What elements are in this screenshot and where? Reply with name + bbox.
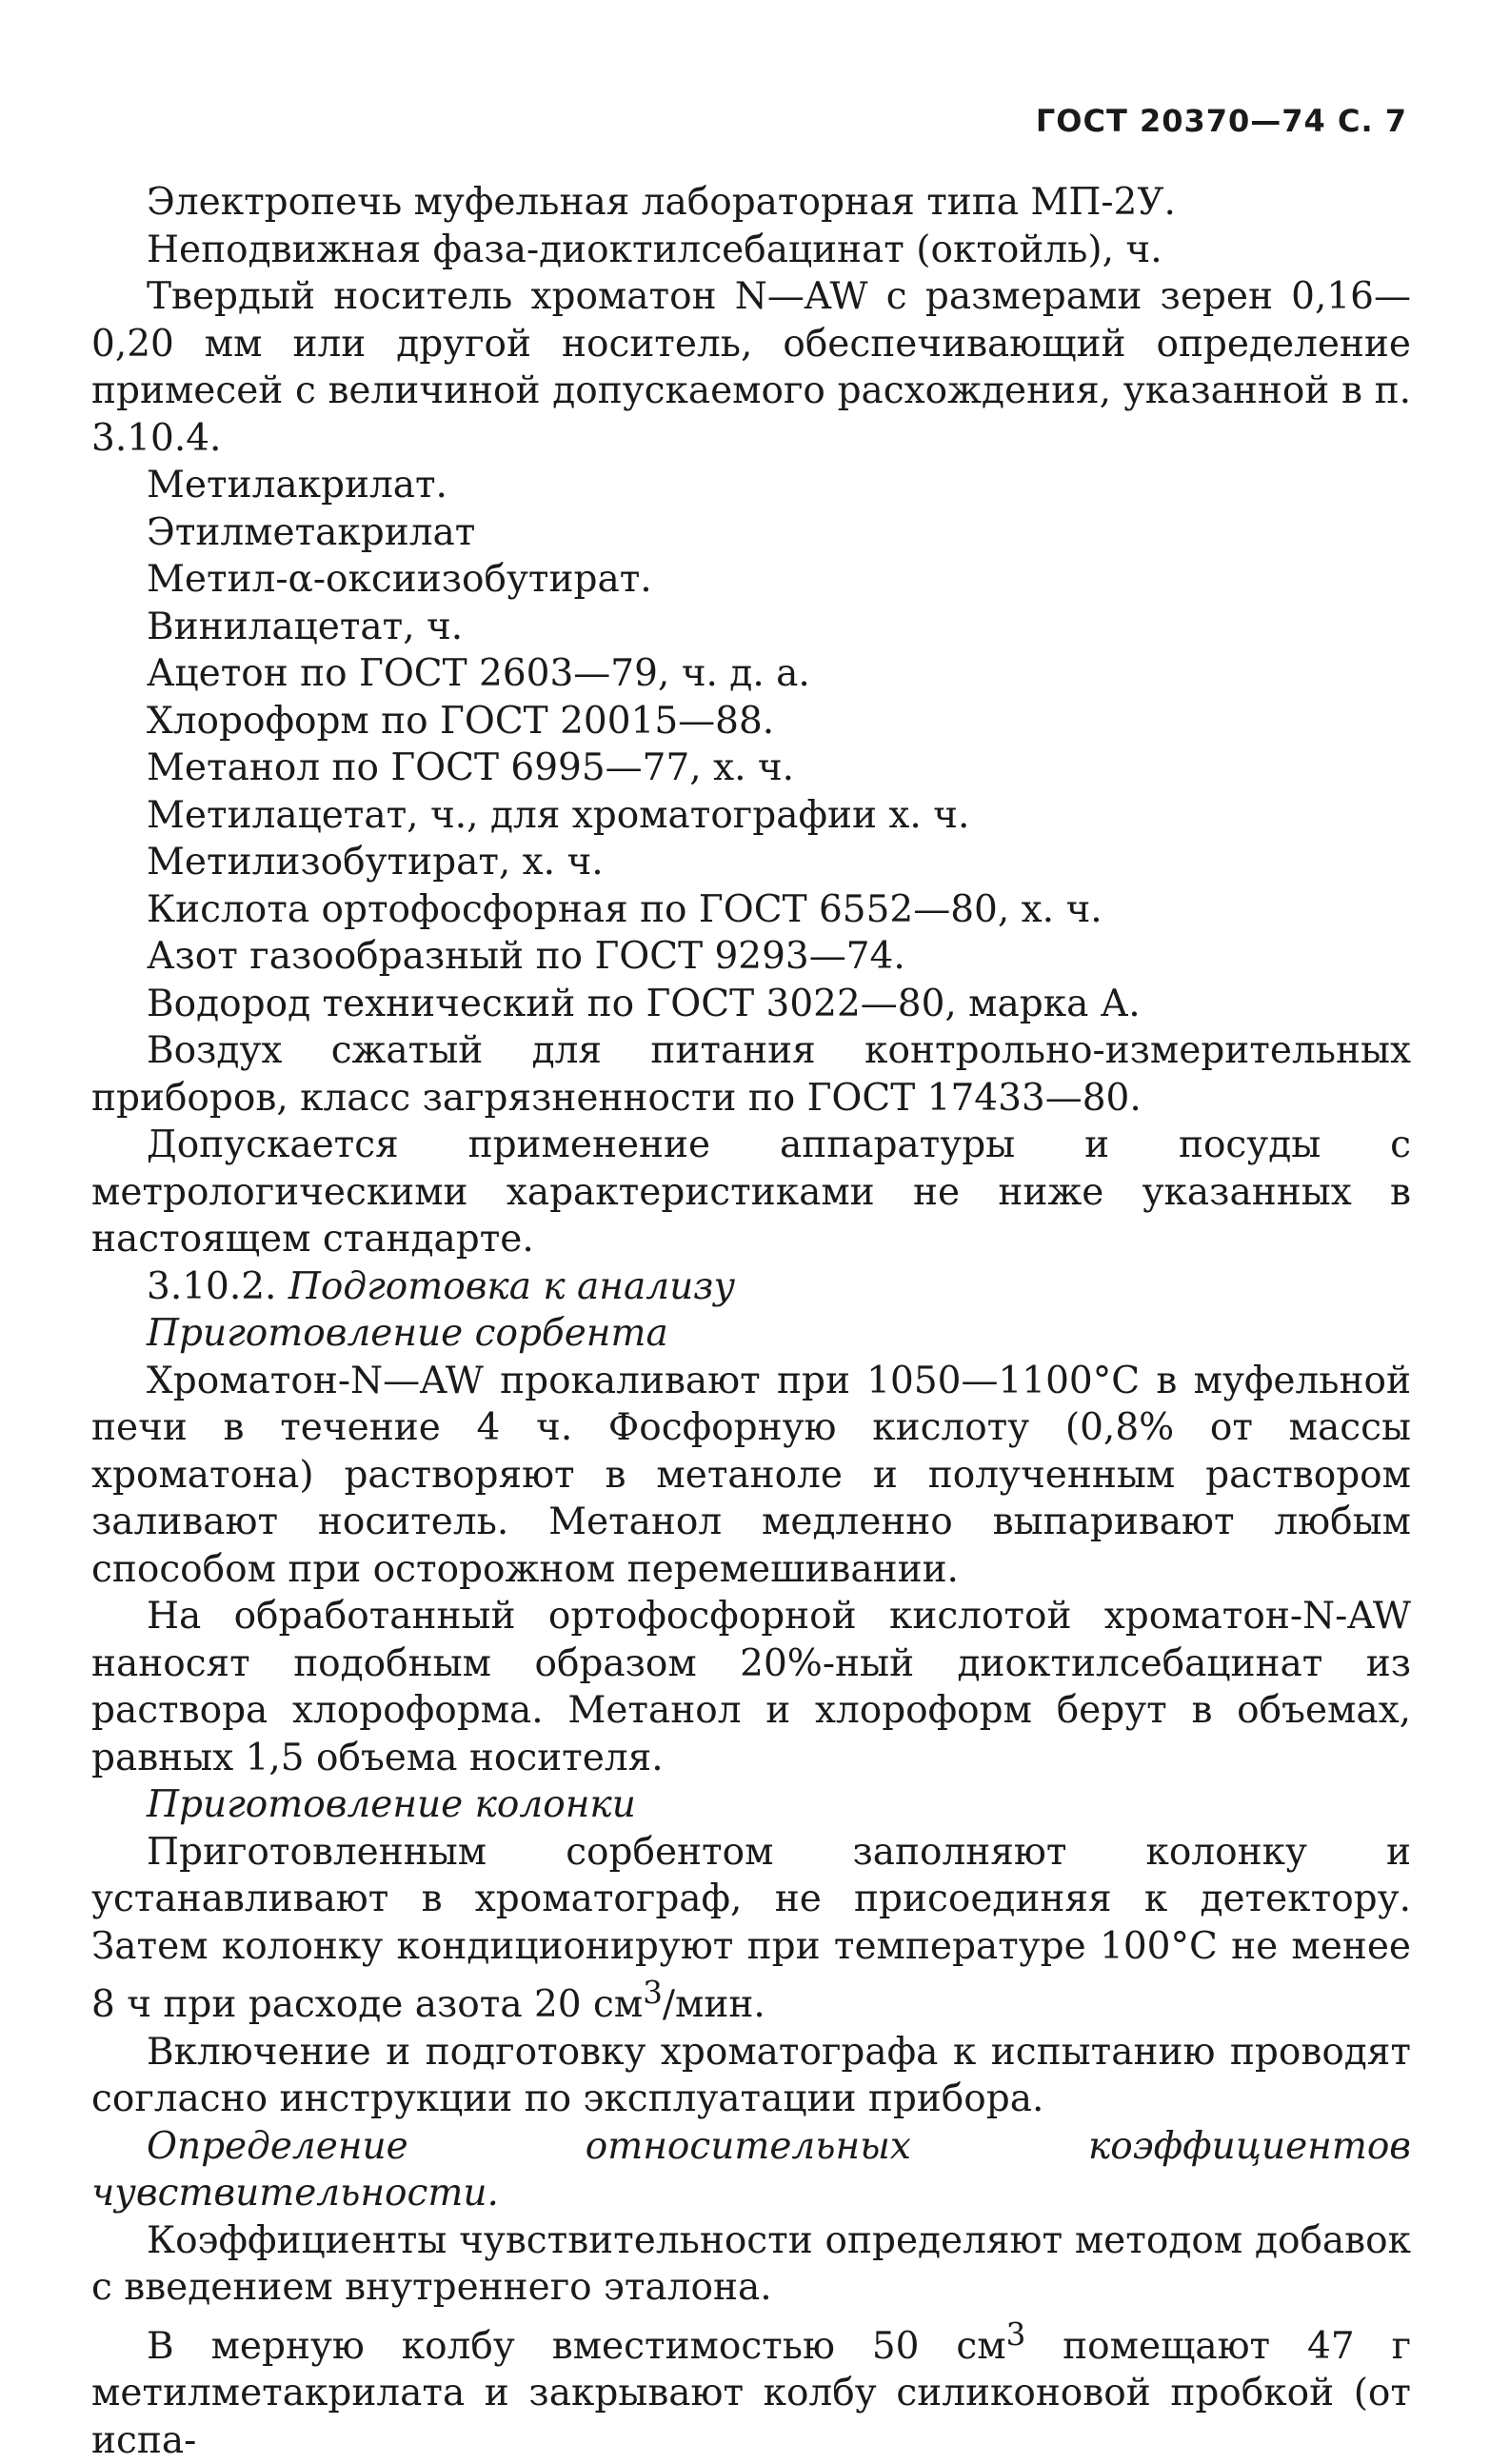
paragraph-text: Приготовленным сорбентом заполняют колонку и устанавливают в хроматограф, не присоединяя к детектору. Затем колонку кондиционируют при температуре 100°С не менее 8 ч при расходе азота 20 см	[91, 1831, 1411, 2027]
paragraph: Ацетон по ГОСТ 2603—79, ч. д. а.	[91, 650, 1411, 698]
section-heading	[91, 1263, 1411, 1311]
subheading: Приготовление сорбента	[91, 1310, 1411, 1358]
paragraph: Хлороформ по ГОСТ 20015—88.	[91, 698, 1411, 745]
paragraph: Метилизобутират, х. ч.	[91, 839, 1411, 886]
section-title: Подготовка к анализу	[288, 1265, 735, 1308]
paragraph: Воздух сжатый для питания контрольно-измерительных приборов, класс загрязненности по ГОСТ 17433—80.	[91, 1027, 1411, 1122]
paragraph: Электропечь муфельная лабораторная типа МП-2У.	[91, 179, 1411, 227]
paragraph: Азот газообразный по ГОСТ 9293—74.	[91, 933, 1411, 981]
paragraph: Неподвижная фаза-диоктилсебацинат (октойль), ч.	[91, 227, 1411, 274]
section-number: 3.10.2.	[147, 1265, 276, 1308]
paragraph: Метилакрилат.	[91, 462, 1411, 509]
subheading: Приготовление колонки	[91, 1781, 1411, 1829]
paragraph: Винилацетат, ч.	[91, 604, 1411, 651]
paragraph: Кислота ортофосфорная по ГОСТ 6552—80, х. ч.	[91, 886, 1411, 934]
running-header: ГОСТ 20370—74 С. 7	[1036, 103, 1407, 139]
paragraph	[91, 2312, 1411, 2464]
paragraph: Метилацетат, ч., для хроматографии х. ч.	[91, 792, 1411, 840]
paragraph: На обработанный ортофосфорной кислотой хроматон-N-AW наносят подобным образом 20%-ный диоктилсебацинат из раствора хлороформа. Метанол и хлороформ берут в объемах, равных 1,5 объема носителя.	[91, 1593, 1411, 1781]
paragraph-text: помещают 47 г метилметакрилата и закрывают колбу силиконовой пробкой (от испа-	[91, 2325, 1411, 2462]
paragraph: Этилметакрилат	[91, 509, 1411, 557]
superscript: 3	[643, 1975, 663, 2011]
superscript: 3	[1006, 2316, 1026, 2353]
paragraph-text: В мерную колбу вместимостью 50 см	[147, 2325, 1006, 2368]
paragraph: Твердый носитель хроматон N—AW с размерами зерен 0,16—0,20 мм или другой носитель, обеспечивающий определение примесей с величиной допускаемого расхождения, указанной в п. 3.10.4.	[91, 273, 1411, 462]
paragraph: Хроматон-N—AW прокаливают при 1050—1100°С в муфельной печи в течение 4 ч. Фосфорную кислоту (0,8% от массы хроматона) растворяют в метаноле и полученным раствором заливают носитель. Метанол медленно выпаривают любым способом при осторожном перемешивании.	[91, 1358, 1411, 1594]
paragraph: Водород технический по ГОСТ 3022—80, марка А.	[91, 981, 1411, 1028]
subheading: Определение относительных коэффициентов чувствительности.	[91, 2123, 1411, 2217]
paragraph	[91, 1829, 1411, 2029]
paragraph: Метанол по ГОСТ 6995—77, х. ч.	[91, 745, 1411, 792]
paragraph-text: /мин.	[663, 1983, 765, 2026]
paragraph: Коэффициенты чувствительности определяют методом добавок с введением внутреннего эталона.	[91, 2217, 1411, 2312]
paragraph: Включение и подготовку хроматографа к испытанию проводят согласно инструкции по эксплуатации прибора.	[91, 2029, 1411, 2123]
document-body	[91, 179, 1411, 2464]
paragraph: Метил-α-оксиизобутират.	[91, 556, 1411, 604]
paragraph: Допускается применение аппаратуры и посуды с метрологическими характеристиками не ниже указанных в настоящем стандарте.	[91, 1122, 1411, 1263]
